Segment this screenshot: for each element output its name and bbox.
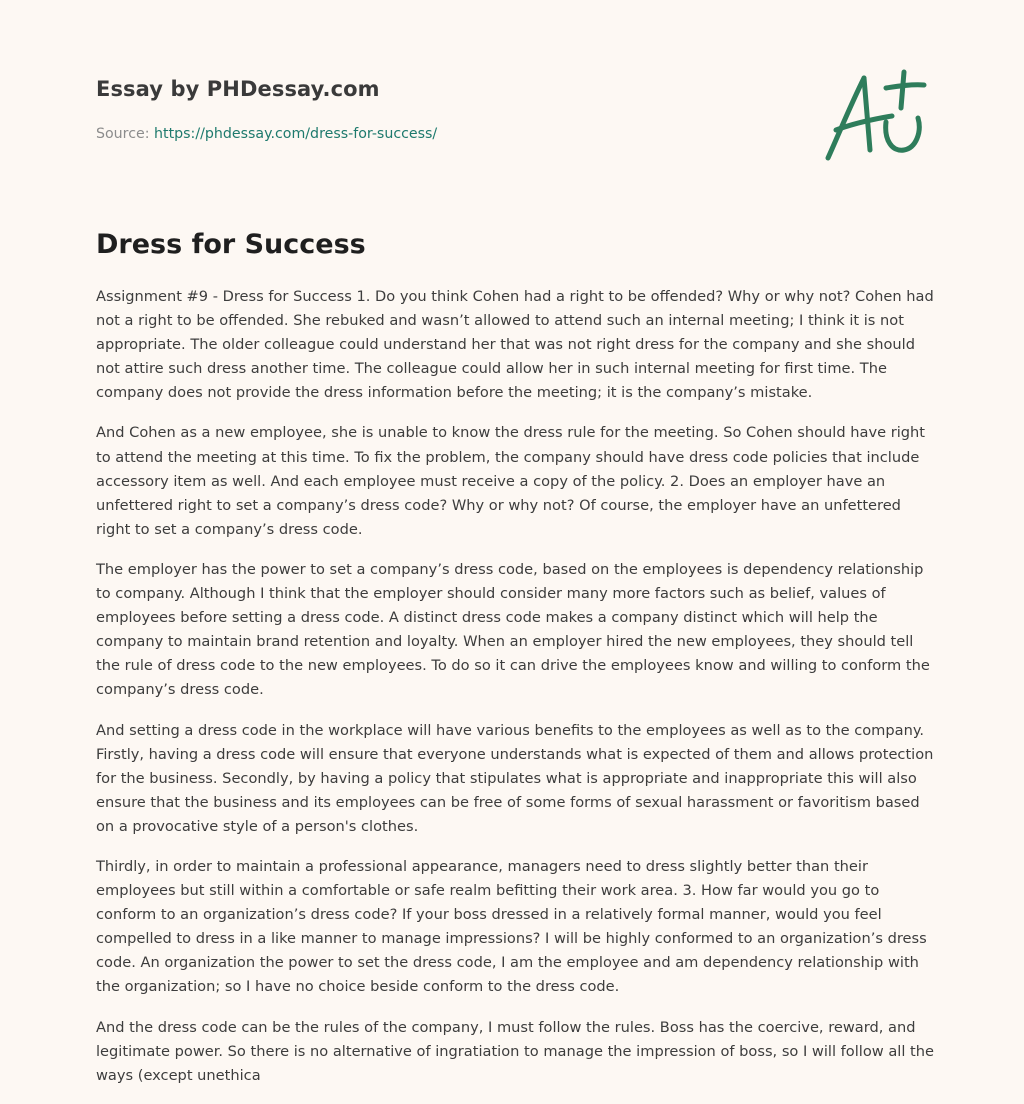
essay-paragraph: The employer has the power to set a company’s dress code, based on the employees is dependency relationship to company. Although I think that the employer should consider many more factors such as belief, values of employees before setting a dress code. A distinct dress code makes a company distinct which will help the company to maintain brand retention and loyalty. When an employer hired the new employees, they should tell the rule of dress code to the new employees. To do so it can drive the employees know and willing to conform the company’s dress code. — [96, 560, 930, 699]
grade-loop — [886, 118, 920, 150]
essay-title: Dress for Success — [96, 229, 366, 260]
a-plus-grade-icon — [822, 66, 930, 166]
source-link[interactable]: https://phdessay.com/dress-for-success/ — [154, 126, 438, 142]
essay-paragraph: Thirdly, in order to maintain a professional appearance, managers need to dress slightly better than their employees but still within a comfortable or safe realm befitting their work area. 3. How far would you go to conform to an organization’s dress code? If your boss dressed in a relatively formal manner, would you feel compelled to dress in a like manner to manage impressions? I will be highly conformed to an organization’s dress code. An organization the power to set the dress code, I am the employee and am dependency relationship with the organization; so I have no choice beside conform to the dress code. — [96, 857, 927, 996]
plus-horizontal — [886, 85, 924, 88]
source-line — [96, 124, 796, 144]
essay-paragraph: And the dress code can be the rules of the company, I must follow the rules. Boss has the coercive, reward, and legitimate power. So there is no alternative of ingratiation to manage the impression of boss, so I will follow all the ways (except unethica — [96, 1018, 934, 1084]
plus-vertical — [901, 72, 904, 108]
a-right-stroke — [864, 78, 870, 150]
essay-paragraph: And setting a dress code in the workplace will have various benefits to the employees as well as to the company. Firstly, having a dress code will ensure that everyone understands what is expected of them and allows protection for the business. Secondly, by having a policy that stipulates what is appropriate and inappropriate this will also ensure that the business and its employees can be free of some forms of sexual harassment or favoritism based on a provocative style of a person's clothes. — [96, 721, 934, 835]
essay-paragraph: And Cohen as a new employee, she is unable to know the dress rule for the meeting. So Cohen should have right to attend the meeting at this time. To fix the problem, the company should have dress code policies that include accessory item as well. And each employee must receive a copy of the policy. 2. Does an employer have an unfettered right to set a company’s dress code? Why or why not? Of course, the employer have an unfettered right to set a company’s dress code. — [96, 424, 925, 538]
site-brand: Essay by PHDessay.com — [96, 77, 380, 101]
essay-paragraph: Assignment #9 - Dress for Success 1. Do you think Cohen had a right to be offended? Why or why not? Cohen had not a right to be offended. She rebuked and wasn’t allowed to attend such an internal meeting; I think it is not appropriate. The older colleague could understand her that was not right dress for the company and she should not attire such dress another time. The colleague could allow her in such internal meeting for first time. The company does not provide the dress information before the meeting; it is the company’s mistake. — [96, 288, 934, 402]
essay-body — [96, 285, 938, 1104]
a-left-stroke — [828, 78, 864, 158]
essay-header — [96, 74, 796, 144]
source-label: Source: — [96, 126, 155, 142]
